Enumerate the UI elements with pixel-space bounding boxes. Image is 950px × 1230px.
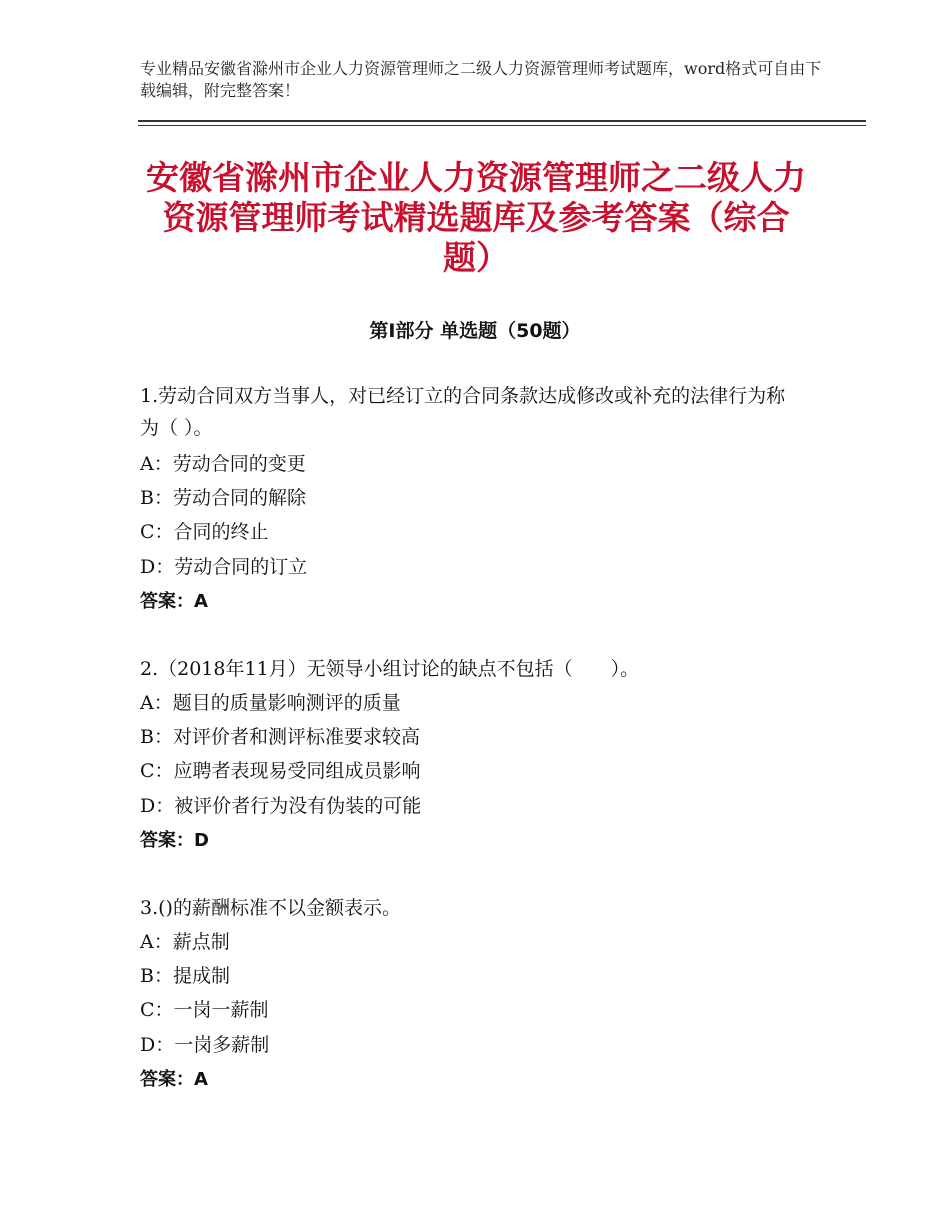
- question-option: C：应聘者表现易受同组成员影响: [140, 760, 421, 782]
- section-title: 第Ⅰ部分 单选题（50题）: [369, 320, 581, 342]
- question-option: A：薪点制: [140, 931, 230, 953]
- question-answer: 答案：D: [140, 830, 209, 851]
- header-note: 专业精品安徽省滁州市企业人力资源管理师之二级人力资源管理师考试题库，word格式可自由下载编辑，附完整答案！: [140, 59, 822, 100]
- question-option: D：劳动合同的订立: [140, 556, 308, 578]
- question-answer: 答案：A: [140, 591, 208, 612]
- question-option: D：一岗多薪制: [140, 1034, 270, 1056]
- question-option: C：合同的终止: [140, 521, 269, 543]
- question-option: B：提成制: [140, 965, 230, 987]
- question-stem: 1.劳动合同双方当事人，对已经订立的合同条款达成修改或补充的法律行为称为（ ）。: [140, 385, 786, 439]
- question-option: D：被评价者行为没有伪装的可能: [140, 795, 422, 817]
- question-option: B：对评价者和测评标准要求较高: [140, 726, 420, 748]
- question-option: C：一岗一薪制: [140, 999, 269, 1021]
- question-option: A：题目的质量影响测评的质量: [140, 692, 401, 714]
- header-divider-thin: [138, 125, 866, 126]
- question-answer: 答案：A: [140, 1069, 208, 1090]
- question-stem: 3.()的薪酬标准不以金额表示。: [140, 897, 401, 919]
- document-title: 安徽省滁州市企业人力资源管理师之二级人力资源管理师考试精选题库及参考答案（综合题）: [146, 158, 806, 277]
- header-divider-thick: [138, 120, 866, 122]
- question-option: B：劳动合同的解除: [140, 487, 306, 509]
- question-option: A：劳动合同的变更: [140, 453, 306, 475]
- question-stem: 2.（2018年11月）无领导小组讨论的缺点不包括（ ）。: [140, 658, 640, 680]
